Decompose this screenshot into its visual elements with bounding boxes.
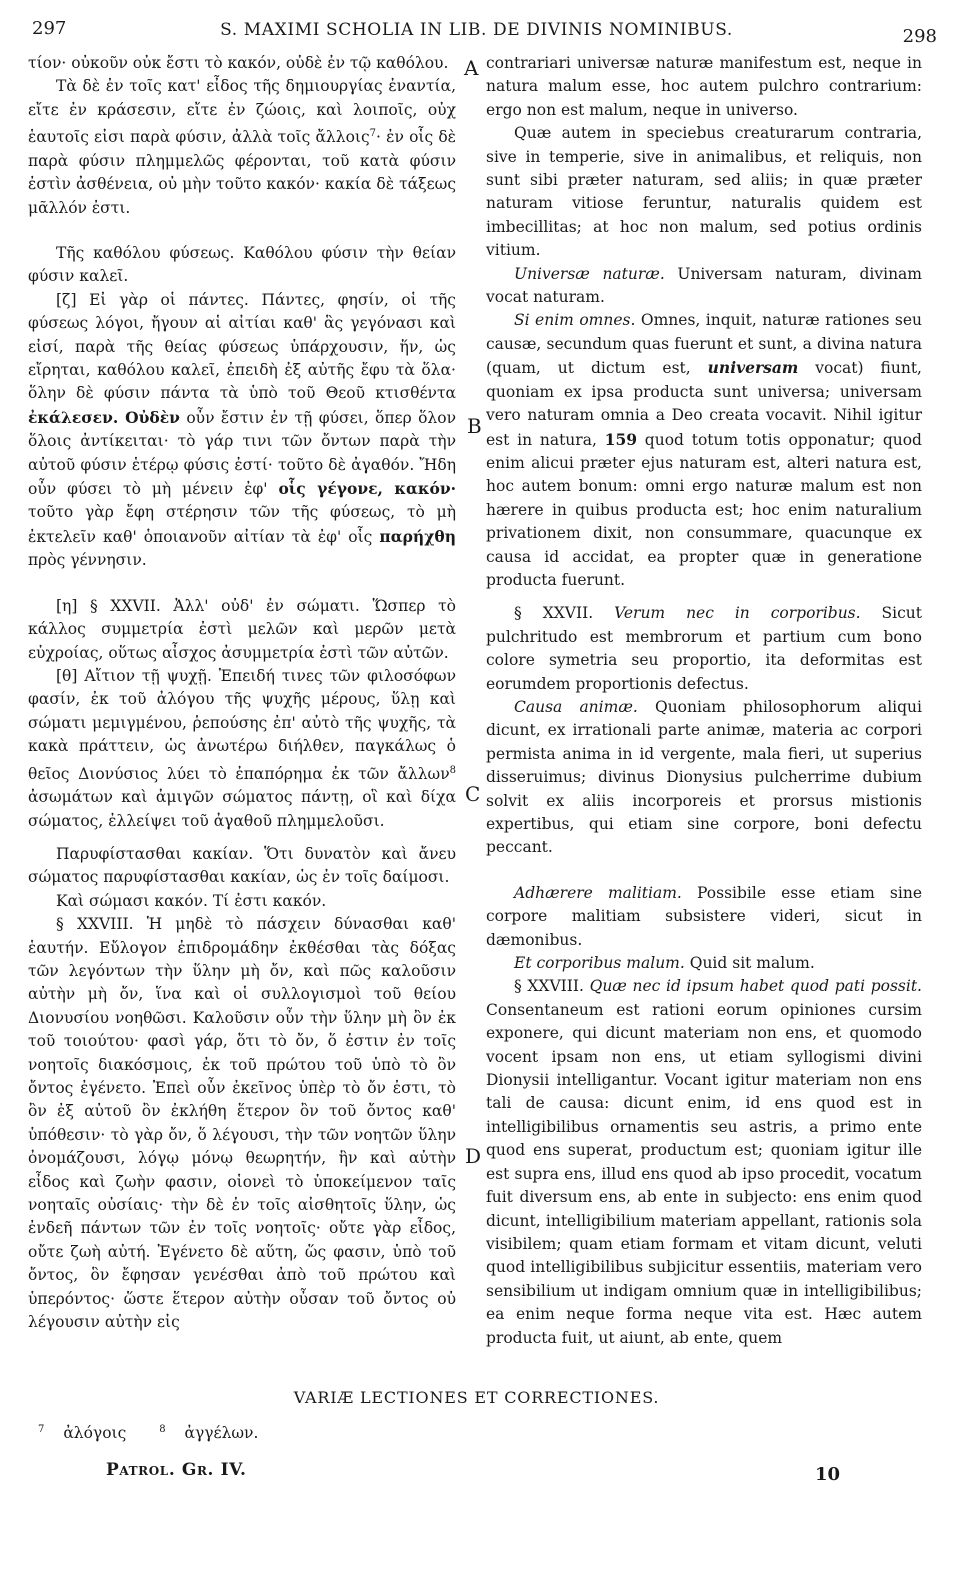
running-title: S. MAXIMI SCHOLIA IN LIB. DE DIVINIS NOMINIBUS. bbox=[220, 20, 733, 40]
page-number-right: 298 bbox=[902, 26, 937, 47]
greek-paragraph: Τὰ δὲ ἐν τοῖς κατ' εἶδος τῆς δημιουργίας ἐναντία, εἴτε ἐν κράσεσιν, εἴτε ἐν ζώοις, καὶ λοιποῖς, οὐχ ἑαυτοῖς εἰσι παρὰ φύσιν, ἀλλὰ τοῖς ἄλλοις$^7$· ἐν οἷς δὲ παρὰ φύσιν πλημμελῶς φέρονται, τοῦ κατὰ φύσιν ἐστὶν ἀσθένεια, οὐ μὴν τοῦτο κακόν· κακία δὲ τάξεως μᾶλλόν ἐστι. bbox=[28, 77, 456, 217]
variae-lectiones-title: VARIÆ LECTIONES ET CORRECTIONES. bbox=[293, 1388, 660, 1407]
greek-paragraph: Καὶ σώμασι κακόν. Τί ἐστι κακόν. bbox=[56, 891, 327, 910]
latin-paragraph: § XXVII. Verum nec in corporibus. Sicut pulchritudo est membrorum et partium cum bono colore symetria seu proportio, ita deformitas est eorumdem proportionis defectus. bbox=[486, 604, 922, 693]
variae-lectiones-body bbox=[38, 1424, 286, 1442]
greek-paragraph: Τῆς καθόλου φύσεως. Καθόλου φύσιν τὴν θείαν φύσιν καλεῖ. bbox=[28, 244, 456, 286]
latin-paragraph: Causa animæ. Quoniam philosophorum aliqui dicunt, ex irrationali parte animæ, materia ac corpori permista anima in id vergente, mala fieri, ut superius disseruimus; divinus Dionysius pulcherrime dubium solvit ex aliis incorporeis et prorsus mistionis expertibus, qui etiam sine corpore, boni defectu peccant. bbox=[486, 697, 922, 857]
greek-paragraph: [ζ] Εἰ γὰρ οἱ πάντες. Πάντες, φησίν, οἱ τῆς φύσεως λόγοι, ἤγουν αἱ αἰτίαι καθ' ἃς γεγόνασι καὶ εἰσί, παρὰ τῆς θείας φύσεως ὑπάρχουσιν, ἥν, ὡς εἴρηται, καθόλου καλεῖ, ἐπειδὴ ἐξ αὐτῆς ἔφυ τὰ ὅλα· ὅλην δὲ φύσιν πάντα τὰ ὑπὸ τοῦ Θεοῦ κτισθέντα ἐκάλεσεν. Οὐδὲν οὖν ἔστιν ἐν τῇ φύσει, ὅπερ ὅλον ὅλοις ἀντίκειται· τὸ γάρ τινι τῶν ὄντων παρὰ τὴν αὐτοῦ φύσιν ἑτέρῳ φύσις ἐστί· τοῦτο δὲ ἀγαθόν. Ἤδη οὖν φύσει τὸ μὴ μένειν ἐφ' οἷς γέγονε, κακόν· τοῦτο γὰρ ἔφη στέρησιν τῶν τῆς φύσεως, τὸ μὴ ἐκτελεῖν καθ' ὁποιανοῦν αἰτίαν τὰ ἐφ' οἷς παρήχθη πρὸς γέννησιν. bbox=[28, 290, 457, 570]
latin-paragraph: Quæ autem in speciebus creaturarum contraria, sive in temperie, sive in animalibus, et reliquis, non sunt sibi præter naturam, sed aliis; in quæ præter naturam vitiose feruntur, naturalis quidem est imbecillitas; at hoc non malum, sed potius ordinis vitium. bbox=[486, 124, 922, 260]
greek-paragraph: Παρυφίστασθαι κακίαν. Ὅτι δυνατὸν καὶ ἄνευ σώματος παρυφίστασθαι κακίαν, ὡς ἐν τοῖς δαίμοσι. bbox=[28, 844, 456, 887]
latin-paragraph: Et corporibus malum. Quid sit malum. bbox=[514, 954, 815, 973]
patrologia-footer: Patrol. Gr. IV. bbox=[106, 1460, 247, 1480]
margin-letter-d: D bbox=[465, 1144, 482, 1168]
latin-paragraph: § XXVIII. Quæ nec id ipsum habet quod pati possit. Consentaneum est rationi eorum opiniones cursim exponere, qui dicunt materiam non ens, et quomodo vocent ipsam non ens, ut etiam syllogismi divini Dionysii intelligantur. Vocant igitur materiam non ens tali de causa: dicunt enim, id ens quod est in intelligibilibus ornamentis seu astris, a primo ente quod ens superat, productum est; quoniam igitur ille est supra ens, illud ens quod ab ipso procedit, vocatum fuit diversum ens, ab ente in subjecto: ens enim quod dicunt, intelligibilium materiam appellant, rationis sola visibilem; quam etiam formam et vitam dicunt, veluti quod intelligibilibus subjicitur essentiis, materiam vero sensibilium ut indigam omnium quæ in intelligibilibus; ea enim neque forma neque vita est. Hæc autem producta fuit, ut aiunt, ab ente, quem bbox=[486, 977, 922, 1347]
latin-paragraph: Si enim omnes. Omnes, inquit, naturæ rationes seu causæ, secundum quas fuerunt et sunt, a divina natura (quam, ut dictum est, universam vocat) fiunt, quoniam ex ipsa producta sunt universa; universam vero naturam omnia a Deo creata vocavit. Nihil igitur est in natura, 159 quod totum totis opponatur; quod enim alicui præter ejus naturam est, alteri natura est, hoc autem bonum: omni ergo naturæ malum est non hærere in quibus producta est; hoc enim naturalium privationem dixit, non consummare, quacunque ex causa id accidat, ea propter quæ in generatione producta fuerunt. bbox=[486, 311, 922, 589]
greek-paragraph: [η] § XXVII. Ἀλλ' οὐδ' ἐν σώματι. Ὥσπερ τὸ κάλλος συμμετρία ἐστὶ μελῶν καὶ μερῶν μετὰ εὐχροίας, οὕτως αἶσχος ἀσυμμετρία ἐστὶ τῶν αὐτῶν. bbox=[28, 596, 456, 662]
latin-paragraph: Adhærere malitiam. Possibile esse etiam sine corpore malitiam subsistere videri, sicut in dæmonibus. bbox=[486, 883, 922, 949]
latin-paragraph: contrariari universæ naturæ manifestum est, neque in natura malum esse, hoc autem pulchro contrarium: ergo non est malum, neque in universo. bbox=[486, 54, 922, 119]
margin-letter-c: C bbox=[465, 782, 481, 806]
page-header bbox=[0, 14, 953, 47]
latin-paragraph: Universæ naturæ. Universam naturam, divinam vocat naturam. bbox=[486, 264, 922, 307]
page-number-left: 297 bbox=[32, 18, 67, 39]
latin-column bbox=[486, 52, 922, 1350]
greek-paragraph: § XXVIII. Ἡ μηδὲ τὸ πάσχειν δύνασθαι καθ' ἑαυτήν. Εὔλογον ἐπιδρομάδην ἐκθέσθαι τὰς δόξας τῶν λεγόντων τὴν ὕλην μὴ ὄν, καὶ πῶς καλοῦσιν αὐτὴν μὴ ὄν, ἵνα καὶ οἱ συλλογισμοὶ τοῦ θείου Διονυσίου νοηθῶσι. Καλοῦσιν οὖν τὴν ὕλην μὴ ὂν ἐκ τοῦ τοιούτου· φασὶ γάρ, ὅτι τὸ ὄν, ὅ ἐστιν ἐν τοῖς νοητοῖς διακόσμοις, ἐκ τοῦ πρώτου τοῦ ὑπὸ τὸ ὂν ὄντος ἐγένετο. Ἐπεὶ οὖν ἐκεῖνος ὑπὲρ τὸ ὄν ἐστι, τὸ ὂν ἐξ αὐτοῦ ὂν ἐκλήθη ἕτερον ὂν τοῦ ὄντος καθ' ὑπόθεσιν· τὸ γὰρ ὄν, ὅ λέγουσι, τὴν τῶν νοητῶν ὕλην ὀνομάζουσι, λόγῳ μόνῳ θεωρητήν, ἣν καὶ αὐτὴν εἶδος καὶ ζωὴν φασιν, οἱονεὶ τὸ ὑποκείμενον ταῖς νοηταῖς οὐσίαις· τὴν δὲ ἐν τοῖς αἰσθητοῖς ὕλην, ὡς ἐνδεῆ πάντων τῶν ἐν τοῖς νοητοῖς· οὔτε γὰρ εἶδος, οὔτε ζωὴ αὐτή. Ἐγένετο δὲ αὕτη, ὥς φασιν, ὑπὸ τοῦ ὄντος, ὃν ἔφησαν γενέσθαι ἀπὸ τοῦ πρώτου καὶ ὑπερόντος· ὥστε ἕτερον αὐτὴν οὖσαν τοῦ ὄντος οὐ λέγουσιν αὐτὴν εἰς bbox=[28, 915, 456, 1332]
greek-column bbox=[28, 52, 456, 1334]
variant-8: $^8$ ἀγγέλων. bbox=[159, 1424, 259, 1443]
margin-letter-a: A bbox=[464, 56, 479, 80]
variant-7: $^7$ ἀλόγοις bbox=[38, 1424, 127, 1443]
greek-paragraph: τίον· οὐκοῦν οὐκ ἔστι τὸ κακόν, οὐδὲ ἐν τῷ καθόλου. bbox=[28, 54, 449, 72]
greek-paragraph: [θ] Αἴτιον τῇ ψυχῇ. Ἐπειδή τινες τῶν φιλοσόφων φασίν, ἐκ τοῦ ἀλόγου τῆς ψυχῆς μέρους, ὕλῃ καὶ σώματι μεμιγμένου, ῥεπούσης ἐπ' αὐτὸ τῆς ψυχῆς, τὰ κακὰ πράττειν, ὡς ἀνωτέρω διήλθεν, παγκάλως ὁ θεῖος Διονύσιος λύει τὸ ἐπαπόρημα ἐκ τῶν ἄλλων$^8$ ἀσωμάτων καὶ ἀμιγῶν σώματος πάντῃ, οἳ καὶ δίχα σώματος, ἐλλείψει τοῦ ἀγαθοῦ πλημμελοῦσι. bbox=[28, 666, 456, 830]
margin-letter-b: B bbox=[467, 414, 482, 438]
signature-mark: 10 bbox=[815, 1464, 841, 1485]
